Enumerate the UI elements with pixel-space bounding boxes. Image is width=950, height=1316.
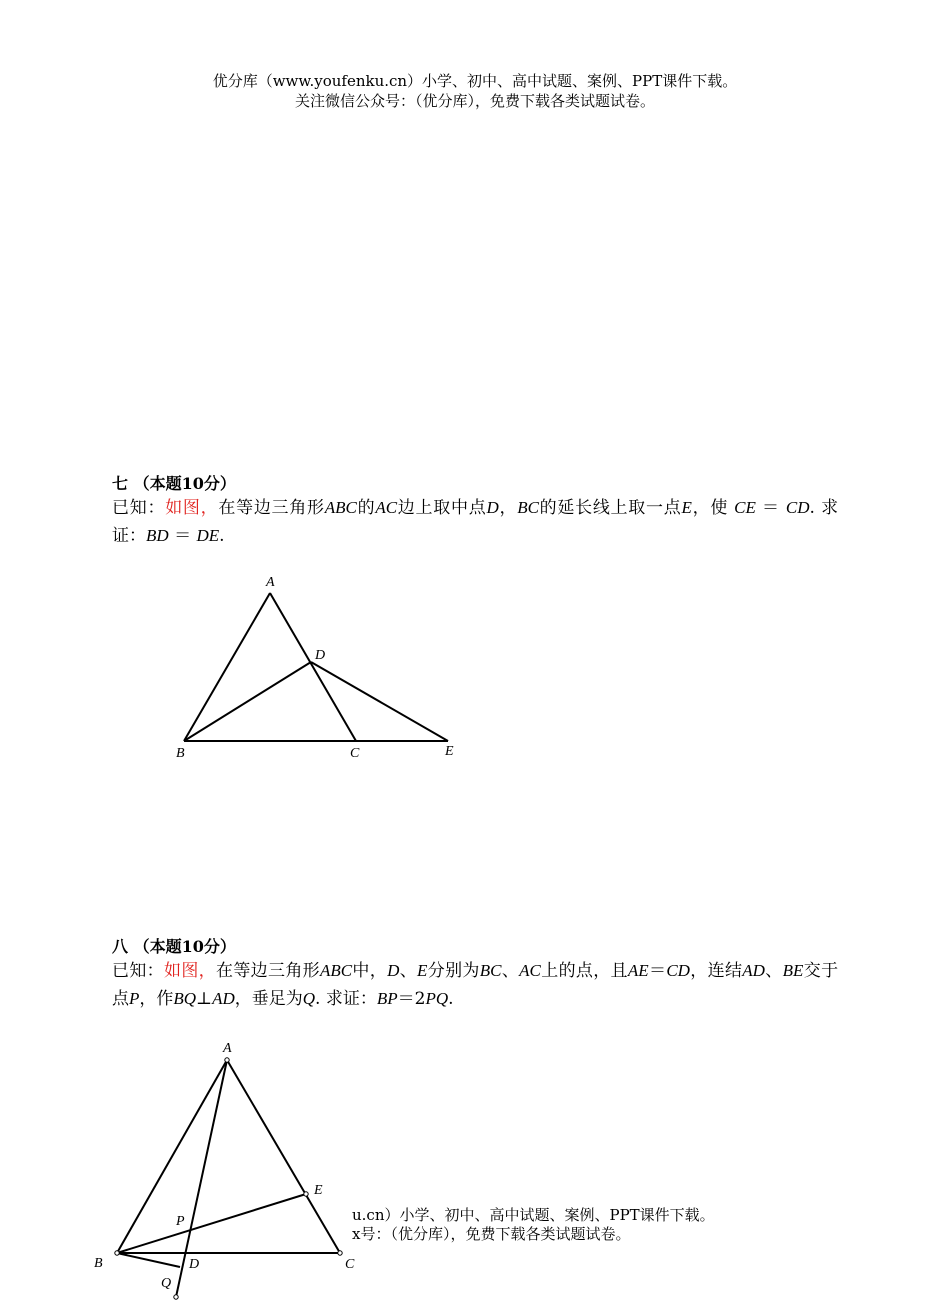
- label-a: A: [266, 575, 275, 590]
- point-e: [304, 1192, 308, 1196]
- segment-ac: [270, 593, 356, 741]
- label-c: C: [345, 1257, 355, 1272]
- figure-7: [184, 593, 448, 741]
- label-b: B: [176, 746, 185, 761]
- label-c: C: [350, 746, 360, 761]
- problem-8-title: 八 （本题10分）: [112, 937, 236, 956]
- segment-bq: [117, 1253, 180, 1267]
- header-line-2: 关注微信公众号：（优分库），免费下载各类试题试卷。: [294, 92, 655, 110]
- footer-line-2: x号：（优分库），免费下载各类试题试卷。: [352, 1225, 631, 1243]
- point-a: [225, 1058, 229, 1062]
- figure-7-labels: [176, 575, 454, 761]
- problem-7-title: 七 （本题10分）: [112, 474, 236, 493]
- label-e: E: [314, 1183, 323, 1198]
- figure-reference: 如图，: [165, 498, 219, 518]
- segment-aq-through-d: [176, 1060, 227, 1297]
- header-line-1: 优分库（www.youfenku.cn）小学、初中、高中试题、案例、PPT课件下载。: [212, 72, 738, 90]
- footer-line-1: u.cn）小学、初中、高中试题、案例、PPT课件下载。: [352, 1206, 715, 1224]
- point-c: [338, 1251, 342, 1255]
- label-b: B: [94, 1256, 103, 1271]
- label-given: 已知：: [112, 498, 166, 518]
- label-a: A: [223, 1041, 232, 1056]
- figure-8-points: [115, 1058, 342, 1299]
- label-d: D: [315, 648, 326, 663]
- segment-ac: [227, 1060, 340, 1253]
- figure-8: [117, 1060, 340, 1297]
- figure-reference: 如图，: [164, 961, 216, 981]
- label-p: P: [176, 1214, 185, 1229]
- segment-ab: [184, 593, 270, 741]
- segment-de: [311, 662, 448, 741]
- segment-bd: [184, 662, 311, 741]
- line-end-point: [174, 1295, 178, 1299]
- label-e: E: [445, 744, 454, 759]
- label-d: D: [189, 1257, 200, 1272]
- label-given: 已知：: [112, 961, 164, 981]
- point-b: [115, 1251, 119, 1255]
- problem-8-statement: 已知：如图，在等边三角形ABC中，D、E分别为BC、AC上的点，且AE＝CD，连结AD、BE交于点P，作BQ⊥AD，垂足为Q. 求证：BP＝2PQ.: [112, 961, 839, 1009]
- label-q: Q: [161, 1276, 172, 1291]
- problem-7-statement: 已知：如图，在等边三角形ABC的AC边上取中点D，BC的延长线上取一点E，使 CE ＝ CD. 求证：BD ＝ DE.: [112, 498, 839, 546]
